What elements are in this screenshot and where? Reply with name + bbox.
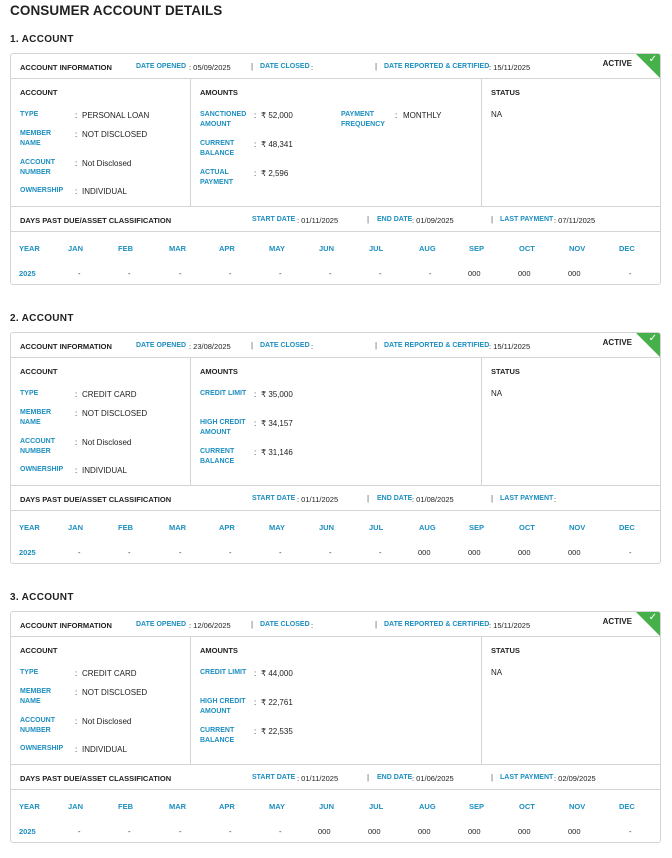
date-reported-value: : 15/11/2025 xyxy=(489,621,531,630)
colon: : xyxy=(75,159,78,168)
dpd-cell: - xyxy=(179,269,182,278)
check-icon: ✓ xyxy=(648,54,657,65)
dpd-cell: - xyxy=(128,269,131,278)
month-header: MAY xyxy=(269,244,285,253)
dpd-cell: 000 xyxy=(418,827,431,836)
date-opened-value: : 23/08/2025 xyxy=(189,342,231,351)
member-name-value: NOT DISCLOSED xyxy=(82,409,148,418)
amount-label: ACTUAL PAYMENT xyxy=(200,169,234,186)
member-name-value: NOT DISCLOSED xyxy=(82,688,148,697)
account-section xyxy=(11,79,191,206)
account-info-bar xyxy=(11,612,660,637)
amounts-section-title: AMOUNTS xyxy=(200,367,238,376)
amount-label: SANCTIONED AMOUNT xyxy=(200,111,247,128)
date-closed-label: DATE CLOSED xyxy=(260,621,310,628)
account-number-label: ACCOUNT NUMBER xyxy=(20,717,55,734)
end-date-value: : 01/08/2025 xyxy=(412,495,454,504)
start-date-value: : 01/11/2025 xyxy=(297,495,339,504)
date-reported-label: DATE REPORTED & CERTIFIED xyxy=(384,621,490,628)
amount-label: HIGH CREDIT AMOUNT xyxy=(200,419,246,436)
dpd-cell: - xyxy=(279,548,282,557)
year-header: YEAR xyxy=(19,523,40,532)
dpd-cell: 000 xyxy=(468,548,481,557)
account-info-bar xyxy=(11,333,660,358)
colon: : xyxy=(254,111,257,120)
date-reported-value: : 15/11/2025 xyxy=(489,63,531,72)
month-header: SEP xyxy=(469,244,485,253)
dpd-cell: 000 xyxy=(518,548,531,557)
dpd-cell: 000 xyxy=(518,269,531,278)
month-header: MAR xyxy=(169,244,187,253)
colon: : xyxy=(75,717,78,726)
date-reported-label: DATE REPORTED & CERTIFIED xyxy=(384,342,490,349)
colon: : xyxy=(254,169,257,178)
account-card xyxy=(10,332,661,564)
account-card xyxy=(10,611,661,843)
dpd-cell: - xyxy=(629,269,632,278)
dpd-cell: - xyxy=(78,548,81,557)
account-section xyxy=(11,637,191,764)
month-header: AUG xyxy=(419,802,436,811)
dpd-bar xyxy=(11,207,660,232)
amount-value: ₹ 44,000 xyxy=(261,669,293,678)
status-badge: ACTIVE xyxy=(602,338,632,347)
status-value: NA xyxy=(491,110,503,119)
dpd-cell: - xyxy=(429,269,432,278)
amount-label: CREDIT LIMIT xyxy=(200,390,247,397)
year-value: 2025 xyxy=(19,548,36,557)
colon: : xyxy=(75,187,78,196)
dpd-cell: 000 xyxy=(468,269,481,278)
account-section xyxy=(11,358,191,485)
amount-label: CURRENT BALANCE xyxy=(200,140,235,157)
month-header: JUL xyxy=(369,802,384,811)
month-header: JAN xyxy=(68,523,84,532)
month-header: MAY xyxy=(269,802,285,811)
colon: : xyxy=(254,448,257,457)
date-opened-label: DATE OPENED xyxy=(136,63,187,70)
dpd-cell: 000 xyxy=(518,827,531,836)
date-opened-label: DATE OPENED xyxy=(136,342,187,349)
separator: | xyxy=(367,773,370,782)
account-section-title: ACCOUNT xyxy=(20,646,58,655)
dpd-cell: 000 xyxy=(368,827,381,836)
member-name-label: MEMBER NAME xyxy=(20,130,52,147)
ownership-label: OWNERSHIP xyxy=(20,187,64,194)
status-section xyxy=(482,358,661,485)
month-header: OCT xyxy=(519,244,535,253)
account-info-title: ACCOUNT INFORMATION xyxy=(20,621,112,630)
amount-value: ₹ 35,000 xyxy=(261,390,293,399)
dpd-cell: - xyxy=(179,827,182,836)
end-date-label: END DATE xyxy=(377,495,413,502)
amounts-section-title: AMOUNTS xyxy=(200,88,238,97)
account-number-value: Not Disclosed xyxy=(82,159,132,168)
colon: : xyxy=(75,111,78,120)
dpd-cell: - xyxy=(329,269,332,278)
type-label: TYPE xyxy=(20,390,39,397)
date-closed-label: DATE CLOSED xyxy=(260,342,310,349)
month-header: OCT xyxy=(519,523,535,532)
month-header: APR xyxy=(219,244,235,253)
status-value: NA xyxy=(491,389,503,398)
dpd-cell: - xyxy=(279,827,282,836)
dpd-cell: - xyxy=(179,548,182,557)
amount-value: ₹ 2,596 xyxy=(261,169,289,178)
account-number-label: ACCOUNT NUMBER xyxy=(20,438,55,455)
month-header: NOV xyxy=(569,523,586,532)
dpd-month-grid xyxy=(11,790,660,843)
ownership-value: INDIVIDUAL xyxy=(82,466,127,475)
dpd-cell: - xyxy=(128,548,131,557)
start-date-value: : 01/11/2025 xyxy=(297,216,339,225)
amount-value: ₹ 34,157 xyxy=(261,419,293,428)
ownership-label: OWNERSHIP xyxy=(20,466,64,473)
account-number-label: ACCOUNT NUMBER xyxy=(20,159,55,176)
account-heading: 1. ACCOUNT xyxy=(10,34,74,45)
member-name-value: NOT DISCLOSED xyxy=(82,130,148,139)
amounts-section xyxy=(191,358,482,485)
amount-label: HIGH CREDIT AMOUNT xyxy=(200,698,246,715)
dpd-cell: 000 xyxy=(568,827,581,836)
account-sections xyxy=(11,79,660,207)
month-header: APR xyxy=(219,802,235,811)
month-header: JUN xyxy=(319,802,335,811)
end-date-value: : 01/06/2025 xyxy=(412,774,454,783)
year-header: YEAR xyxy=(19,802,40,811)
account-number-value: Not Disclosed xyxy=(82,717,132,726)
amount-value: ₹ 31,146 xyxy=(261,448,293,457)
last-payment-label: LAST PAYMENT xyxy=(500,495,554,502)
dpd-cell: - xyxy=(629,548,632,557)
dpd-bar xyxy=(11,765,660,790)
colon: : xyxy=(254,727,257,736)
month-header: JAN xyxy=(68,802,84,811)
dpd-cell: - xyxy=(78,269,81,278)
status-value: NA xyxy=(491,668,503,677)
month-header: MAY xyxy=(269,523,285,532)
colon: : xyxy=(395,111,398,120)
start-date-label: START DATE xyxy=(252,216,296,223)
last-payment-value: : 02/09/2025 xyxy=(554,774,596,783)
month-header: FEB xyxy=(118,244,133,253)
amount-value: ₹ 22,535 xyxy=(261,727,293,736)
dpd-bar xyxy=(11,486,660,511)
dpd-cell: 000 xyxy=(318,827,331,836)
colon: : xyxy=(75,438,78,447)
year-value: 2025 xyxy=(19,827,36,836)
check-icon: ✓ xyxy=(648,612,657,623)
separator: | xyxy=(491,215,494,224)
month-header: JUN xyxy=(319,244,335,253)
status-section-title: STATUS xyxy=(491,367,520,376)
separator: | xyxy=(491,773,494,782)
colon: : xyxy=(75,390,78,399)
end-date-value: : 01/09/2025 xyxy=(412,216,454,225)
date-closed-label: DATE CLOSED xyxy=(260,63,310,70)
separator: | xyxy=(375,341,378,350)
amount-label: CURRENT BALANCE xyxy=(200,448,235,465)
month-header: OCT xyxy=(519,802,535,811)
separator: | xyxy=(375,62,378,71)
colon: : xyxy=(254,140,257,149)
account-info-title: ACCOUNT INFORMATION xyxy=(20,342,112,351)
month-header: DEC xyxy=(619,523,635,532)
month-header: DEC xyxy=(619,244,635,253)
separator: | xyxy=(491,494,494,503)
check-icon: ✓ xyxy=(648,333,657,344)
account-sections xyxy=(11,637,660,765)
date-closed-value: : xyxy=(311,63,314,72)
ownership-label: OWNERSHIP xyxy=(20,745,64,752)
colon: : xyxy=(75,688,78,697)
dpd-cell: 000 xyxy=(418,548,431,557)
payment-frequency-value: MONTHLY xyxy=(403,111,442,120)
status-section-title: STATUS xyxy=(491,88,520,97)
dpd-cell: - xyxy=(229,548,232,557)
amounts-section xyxy=(191,637,482,764)
last-payment-label: LAST PAYMENT xyxy=(500,216,554,223)
month-header: SEP xyxy=(469,802,485,811)
dpd-cell: - xyxy=(128,827,131,836)
dpd-cell: - xyxy=(379,269,382,278)
month-header: JUN xyxy=(319,523,335,532)
amount-value: ₹ 48,341 xyxy=(261,140,293,149)
separator: | xyxy=(375,620,378,629)
account-section-title: ACCOUNT xyxy=(20,367,58,376)
end-date-label: END DATE xyxy=(377,774,413,781)
amounts-section-title: AMOUNTS xyxy=(200,646,238,655)
separator: | xyxy=(251,341,254,350)
dpd-cell: - xyxy=(229,827,232,836)
date-reported-value: : 15/11/2025 xyxy=(489,342,531,351)
colon: : xyxy=(75,669,78,678)
account-section-title: ACCOUNT xyxy=(20,88,58,97)
month-header: NOV xyxy=(569,802,586,811)
account-heading: 2. ACCOUNT xyxy=(10,313,74,324)
dpd-cell: - xyxy=(379,548,382,557)
amount-label: CREDIT LIMIT xyxy=(200,669,247,676)
month-header: SEP xyxy=(469,523,485,532)
status-section xyxy=(482,79,661,206)
member-name-label: MEMBER NAME xyxy=(20,409,52,426)
start-date-value: : 01/11/2025 xyxy=(297,774,339,783)
month-header: AUG xyxy=(419,244,436,253)
amounts-section xyxy=(191,79,482,206)
start-date-label: START DATE xyxy=(252,495,296,502)
account-number-value: Not Disclosed xyxy=(82,438,132,447)
dpd-title: DAYS PAST DUE/ASSET CLASSIFICATION xyxy=(20,216,172,225)
status-section xyxy=(482,637,661,764)
amount-label: CURRENT BALANCE xyxy=(200,727,235,744)
status-badge: ACTIVE xyxy=(602,617,632,626)
colon: : xyxy=(75,409,78,418)
colon: : xyxy=(254,419,257,428)
dpd-cell: 000 xyxy=(468,827,481,836)
colon: : xyxy=(75,130,78,139)
date-opened-label: DATE OPENED xyxy=(136,621,187,628)
account-sections xyxy=(11,358,660,486)
date-opened-value: : 12/06/2025 xyxy=(189,621,231,630)
type-value: CREDIT CARD xyxy=(82,390,137,399)
colon: : xyxy=(75,745,78,754)
dpd-cell: - xyxy=(329,548,332,557)
type-value: PERSONAL LOAN xyxy=(82,111,150,120)
colon: : xyxy=(254,390,257,399)
dpd-cell: 000 xyxy=(568,269,581,278)
last-payment-value: : xyxy=(554,495,557,504)
date-closed-value: : xyxy=(311,342,314,351)
end-date-label: END DATE xyxy=(377,216,413,223)
colon: : xyxy=(254,698,257,707)
ownership-value: INDIVIDUAL xyxy=(82,745,127,754)
month-header: MAR xyxy=(169,802,187,811)
separator: | xyxy=(251,620,254,629)
dpd-cell: - xyxy=(78,827,81,836)
last-payment-label: LAST PAYMENT xyxy=(500,774,554,781)
year-value: 2025 xyxy=(19,269,36,278)
separator: | xyxy=(367,215,370,224)
date-opened-value: : 05/09/2025 xyxy=(189,63,231,72)
month-header: JUL xyxy=(369,523,384,532)
status-badge: ACTIVE xyxy=(602,59,632,68)
last-payment-value: : 07/11/2025 xyxy=(554,216,596,225)
account-card xyxy=(10,53,661,285)
status-section-title: STATUS xyxy=(491,646,520,655)
ownership-value: INDIVIDUAL xyxy=(82,187,127,196)
dpd-cell: 000 xyxy=(568,548,581,557)
dpd-month-grid xyxy=(11,232,660,285)
member-name-label: MEMBER NAME xyxy=(20,688,52,705)
month-header: MAR xyxy=(169,523,187,532)
date-closed-value: : xyxy=(311,621,314,630)
type-value: CREDIT CARD xyxy=(82,669,137,678)
separator: | xyxy=(251,62,254,71)
date-reported-label: DATE REPORTED & CERTIFIED xyxy=(384,63,490,70)
dpd-title: DAYS PAST DUE/ASSET CLASSIFICATION xyxy=(20,774,172,783)
amount-value: ₹ 52,000 xyxy=(261,111,293,120)
type-label: TYPE xyxy=(20,669,39,676)
month-header: FEB xyxy=(118,802,133,811)
month-header: APR xyxy=(219,523,235,532)
dpd-cell: - xyxy=(629,827,632,836)
month-header: JAN xyxy=(68,244,84,253)
month-header: DEC xyxy=(619,802,635,811)
type-label: TYPE xyxy=(20,111,39,118)
account-heading: 3. ACCOUNT xyxy=(10,592,74,603)
colon: : xyxy=(254,669,257,678)
dpd-month-grid xyxy=(11,511,660,564)
amount-value: ₹ 22,761 xyxy=(261,698,293,707)
year-header: YEAR xyxy=(19,244,40,253)
dpd-cell: - xyxy=(229,269,232,278)
colon: : xyxy=(75,466,78,475)
start-date-label: START DATE xyxy=(252,774,296,781)
month-header: NOV xyxy=(569,244,586,253)
separator: | xyxy=(367,494,370,503)
page-title: CONSUMER ACCOUNT DETAILS xyxy=(10,3,223,18)
month-header: AUG xyxy=(419,523,436,532)
month-header: FEB xyxy=(118,523,133,532)
account-info-title: ACCOUNT INFORMATION xyxy=(20,63,112,72)
dpd-title: DAYS PAST DUE/ASSET CLASSIFICATION xyxy=(20,495,172,504)
account-info-bar xyxy=(11,54,660,79)
dpd-cell: - xyxy=(279,269,282,278)
payment-frequency-label: PAYMENT FREQUENCY xyxy=(341,111,385,128)
month-header: JUL xyxy=(369,244,384,253)
